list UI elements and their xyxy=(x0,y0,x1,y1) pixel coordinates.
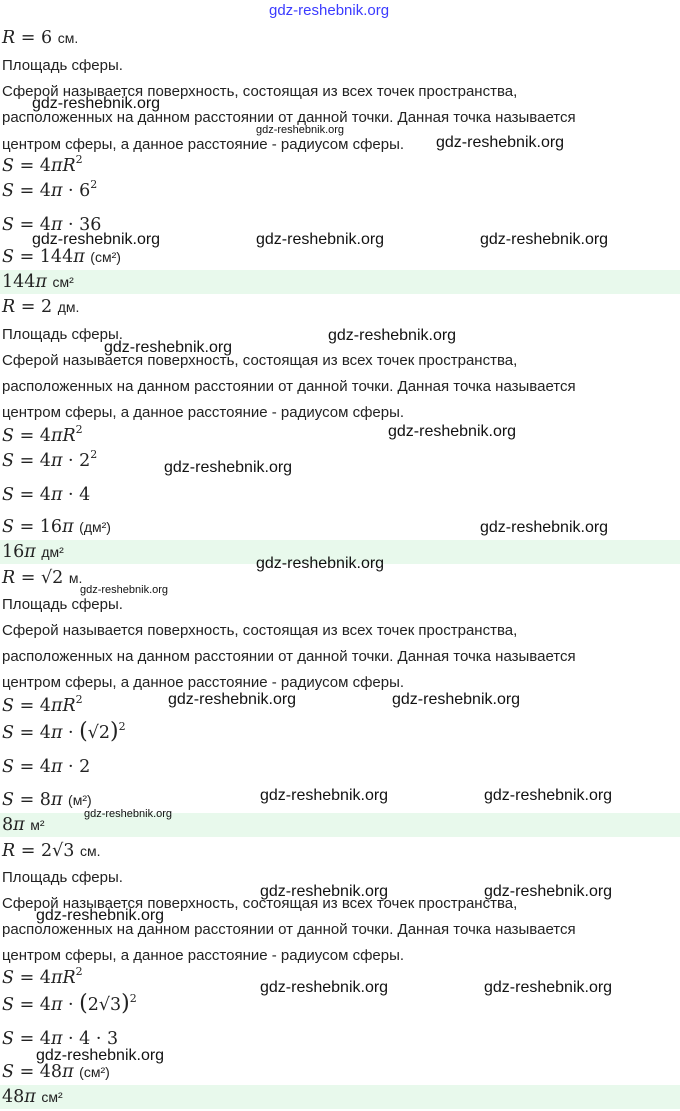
result-line: S = 144π (см²) xyxy=(2,247,121,267)
watermark-text: gdz-reshebnik.org xyxy=(484,979,613,996)
watermark-text: gdz-reshebnik.org xyxy=(484,883,613,900)
radius-unit: см. xyxy=(57,30,79,46)
answer-text: 8π м² xyxy=(2,815,45,835)
definition-line: центром сферы, а данное расстояние - радиусом сферы. xyxy=(2,674,405,691)
formula-line: S = 4π · 36 xyxy=(2,215,102,235)
formula-line: $S = 4\pi \cdot (√2)^2$ xyxy=(2,719,126,744)
formula-line: $S = 4\pi R^2$ xyxy=(2,423,83,446)
radius-line: R = 2√3 см. xyxy=(2,841,101,861)
section-title: Площадь сферы. xyxy=(2,326,123,343)
formula-line: S = 4π · 2 xyxy=(2,757,91,777)
watermark-text: gdz-reshebnik.org xyxy=(480,231,609,248)
watermark-text: gdz-reshebnik.org xyxy=(32,95,161,112)
answer-box xyxy=(0,1085,680,1109)
watermark-text: gdz-reshebnik.org xyxy=(260,787,389,804)
section-title: Площадь сферы. xyxy=(2,869,123,886)
watermark-text: gdz-reshebnik.org xyxy=(260,979,389,996)
answer-box xyxy=(0,270,680,294)
formula-line: S = 4π · 4 xyxy=(2,485,91,505)
radius-line: R = 2 дм. xyxy=(2,297,80,317)
watermark-text: gdz-reshebnik.org xyxy=(36,907,165,924)
watermark-text: gdz-reshebnik.org xyxy=(104,339,233,356)
definition-line: центром сферы, а данное расстояние - радиусом сферы. xyxy=(2,404,405,421)
formula-line: $S = 4\pi R^2$ xyxy=(2,965,83,988)
watermark-text: gdz-reshebnik.org xyxy=(328,327,457,344)
watermark-text: gdz-reshebnik.org xyxy=(269,2,390,19)
answer-text: 48π см² xyxy=(2,1087,63,1107)
radius-unit: см. xyxy=(79,843,101,859)
radius-value: 2 xyxy=(40,297,53,317)
watermark-text: gdz-reshebnik.org xyxy=(256,124,345,136)
result-line: S = 16π (дм²) xyxy=(2,517,111,537)
section-title: Площадь сферы. xyxy=(2,596,123,613)
radius-line: R = 6 см. xyxy=(2,28,79,48)
definition-line: Сферой называется поверхность, состоящая из всех точек пространства, xyxy=(2,895,518,912)
definition-line: Сферой называется поверхность, состоящая из всех точек пространства, xyxy=(2,622,518,639)
formula-line: S = 4π · 4 · 3 xyxy=(2,1029,119,1049)
definition-line: центром сферы, а данное расстояние - радиусом сферы. xyxy=(2,947,405,964)
result-line: S = 48π (см²) xyxy=(2,1062,110,1082)
watermark-text: gdz-reshebnik.org xyxy=(80,584,169,596)
definition-line: центром сферы, а данное расстояние - радиусом сферы. xyxy=(2,136,405,153)
definition-line: расположенных на данном расстоянии от данной точки. Данная точка называется xyxy=(2,378,576,395)
answer-text: 16π дм² xyxy=(2,542,64,562)
radius-unit: м. xyxy=(68,570,83,586)
watermark-text: gdz-reshebnik.org xyxy=(260,883,389,900)
watermark-text: gdz-reshebnik.org xyxy=(168,691,297,708)
watermark-text: gdz-reshebnik.org xyxy=(392,691,521,708)
formula-line: $S = 4\pi \cdot 2^2$ xyxy=(2,448,98,471)
formula-line: $S = 4\pi R^2$ xyxy=(2,693,83,716)
watermark-text: gdz-reshebnik.org xyxy=(484,787,613,804)
watermark-text: gdz-reshebnik.org xyxy=(84,808,173,820)
definition-line: Сферой называется поверхность, состоящая из всех точек пространства, xyxy=(2,83,518,100)
radius-value: 2√3 xyxy=(40,841,75,861)
watermark-text: gdz-reshebnik.org xyxy=(388,423,517,440)
section-title: Площадь сферы. xyxy=(2,57,123,74)
watermark-text: gdz-reshebnik.org xyxy=(32,231,161,248)
watermark-text: gdz-reshebnik.org xyxy=(256,555,385,572)
formula-line: $S = 4\pi \cdot 6^2$ xyxy=(2,178,98,201)
formula-line: $S = 4\pi \cdot (2√3)^2$ xyxy=(2,991,137,1016)
watermark-text: gdz-reshebnik.org xyxy=(164,459,293,476)
definition-line: расположенных на данном расстоянии от данной точки. Данная точка называется xyxy=(2,921,576,938)
radius-line: R = √2 м. xyxy=(2,568,83,588)
definition-line: расположенных на данном расстоянии от данной точки. Данная точка называется xyxy=(2,109,576,126)
definition-line: расположенных на данном расстоянии от данной точки. Данная точка называется xyxy=(2,648,576,665)
watermark-text: gdz-reshebnik.org xyxy=(480,519,609,536)
watermark-text: gdz-reshebnik.org xyxy=(36,1047,165,1064)
radius-unit: дм. xyxy=(57,299,80,315)
definition-line: Сферой называется поверхность, состоящая из всех точек пространства, xyxy=(2,352,518,369)
watermark-text: gdz-reshebnik.org xyxy=(256,231,385,248)
result-line: S = 8π (м²) xyxy=(2,790,92,810)
radius-value: √2 xyxy=(40,568,64,588)
watermark-text: gdz-reshebnik.org xyxy=(436,134,565,151)
formula-line: $S = 4\pi R^2$ xyxy=(2,153,83,176)
radius-value: 6 xyxy=(40,28,53,48)
answer-text: 144π см² xyxy=(2,272,74,292)
